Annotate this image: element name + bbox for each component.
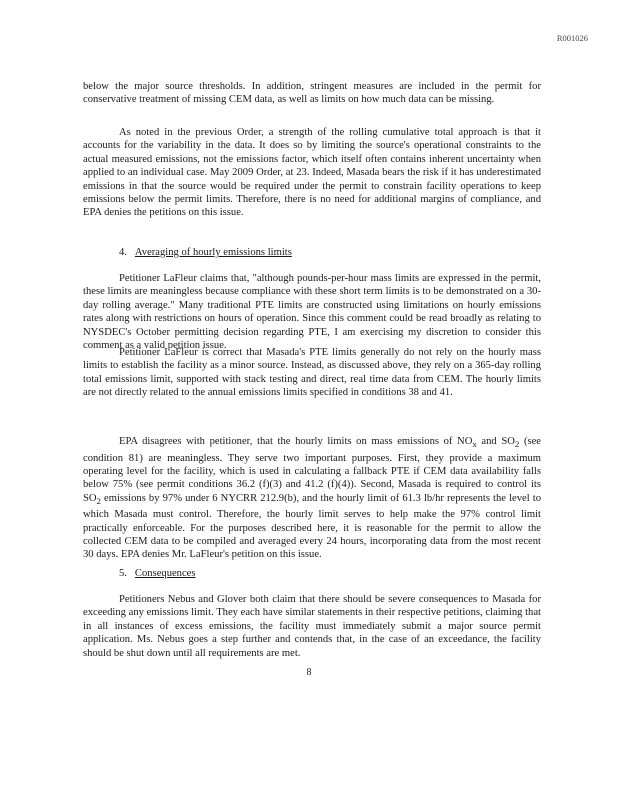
paragraph-text: EPA disagrees with petitioner, that the hourly limits on mass emissions of $NO_x$ and $SO_2$ (see condition 81) are meaningless. They serve two important purposes. First, they provide a maximum operating level for the facility, which is used in calculating a fallback PTE if CEM data availability falls below 75% (see permit conditions 36.2 (f)(3) and 41.2 (f)(4)). Second, Masada is required to control its $SO_2$ emissions by 97% under 6 NYCRR 212.9(b), and the hourly limit of 61.3 lb/hr represents the level to which Masada must control. Therefore, the hourly limit serves to help make the 97% control limit practically enforceable. For the purposes described here, it is reasonable for the permit to allow the collected CEM data to be compiled and averaged every 24 hours, incorporating data from the most recent 30 days. EPA denies Mr. LaFleur's petition on this issue. [83,436,541,561]
document-id: R001026 [556,33,588,43]
continuation-paragraph [83,80,541,107]
paragraph-text: Petitioner LaFleur is correct that Masada's PTE limits generally do not rely on the hourly mass limits to establish the facility as a minor source. Instead, as discussed above, they rely on a 365-day rolling total emissions limit, supported with stack testing and direct, real time data from CEM. The hourly limits are not directly related to the annual emissions limits specified in conditions 38 and 41. [83,347,541,399]
paragraph-lafleur-correct [83,346,541,400]
paragraph-lafleur-claim [83,272,541,352]
section-heading-4 [119,246,292,259]
paragraph-rolling-total [83,126,541,220]
paragraph-epa-disagrees [83,435,541,562]
paragraph-text: As noted in the previous Order, a strength of the rolling cumulative total approach is that it accounts for the variability in the data. It does so by limiting the source's operational constraints to the actual measured emissions, not the emissions factor, which itself often contains inherent uncertainty when applied to an individual case. May 2009 Order, at 23. Indeed, Masada bears the risk if it has underestimated emissions in that the source would be required under the permit to constrain facility operations to keep emissions below the permit limits. Therefore, there is no need for additional margins of compliance, and EPA denies the petitions on this issue. [83,127,541,219]
section-number: 4. [119,247,127,258]
continuation-text: below the major source thresholds. In addition, stringent measures are included in the permit for conservative treatment of missing CEM data, as well as limits on how much data can be missing. [83,81,541,106]
section-heading-5 [119,567,196,580]
paragraph-consequences [83,593,541,660]
page-number: 8 [306,667,312,678]
paragraph-text: Petitioner LaFleur claims that, "although pounds-per-hour mass limits are expressed in the permit, these limits are meaningless because compliance with these short term limits is to be demonstrated on a 30-day rolling average." Many traditional PTE limits are constructed using limitations on hourly emissions rates along with restrictions on hours of operation. Since this comment could be read broadly as relating to NYSDEC's October permitting decision regarding PTE, I am exercising my discretion to consider this comment as a valid petition issue. [83,273,541,352]
section-title: Consequences [134,568,196,579]
section-number: 5. [119,568,127,579]
paragraph-text: Petitioners Nebus and Glover both claim that there should be severe consequences to Masada for exceeding any emissions limit. They each have similar statements in their respective petitions, claiming that in all instances of excess emissions, the facility must immediately submit a major source permit application. Ms. Nebus goes a step further and contends that, in the case of an exceedance, the facility should be shut down until all requirements are met. [83,594,541,659]
section-title: Averaging of hourly emissions limits [134,247,292,258]
